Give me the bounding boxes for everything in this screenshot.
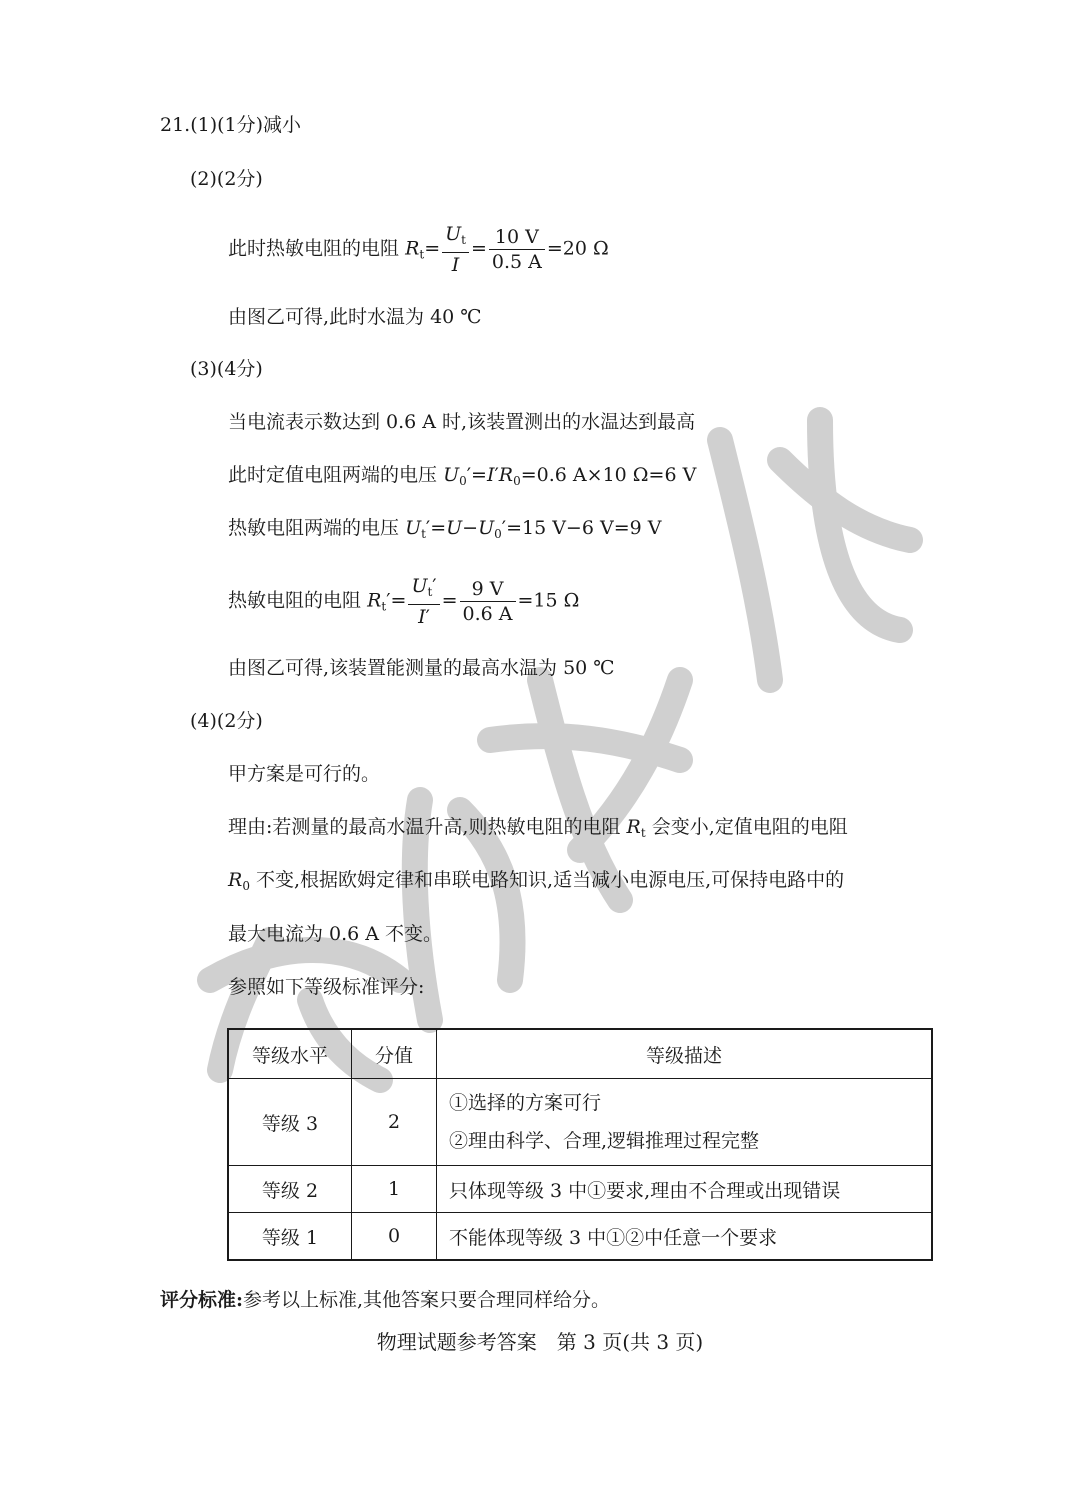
cell-score: 0 [352, 1213, 437, 1261]
formula-rt: 此时热敏电阻的电阻 $R_t=$ $\frac{U_t}{I}$ = $\frac{10 V}{0.5 A}$ =20 Ω [228, 223, 609, 276]
q21-part3-label: (3)(4分) [190, 358, 263, 380]
grading-table [227, 1028, 933, 1261]
part2-conclusion: 由图乙可得,此时水温为 40 ℃ [228, 306, 482, 328]
standard-label: 评分标准: [160, 1289, 244, 1311]
part3-line1: 当电流表示数达到 0.6 A 时,该装置测出的水温达到最高 [228, 411, 696, 433]
formula-prefix: 此时热敏电阻的电阻 [228, 237, 400, 260]
part3-line3: 热敏电阻两端的电压 $U_t'=U-U_0'=15$ V−6 V=9 V [228, 517, 662, 541]
formula-prefix: 热敏电阻的电阻 [228, 589, 362, 612]
reason-text: 不变,根据欧姆定律和串联电路知识,适当减小电源电压,可保持电路中的 [256, 869, 845, 891]
q21-part1 [160, 112, 301, 138]
fraction-num: 9 V [460, 577, 516, 602]
fraction-values-2 [460, 577, 516, 626]
cell-level: 等级 1 [228, 1213, 352, 1261]
desc-line: ②理由科学、合理,逻辑推理过程完整 [449, 1130, 760, 1152]
cell-desc: 只体现等级 3 中①要求,理由不合理或出现错误 [437, 1166, 933, 1213]
cell-score: 2 [352, 1079, 437, 1166]
cell-level: 等级 3 [228, 1079, 352, 1166]
formula-tail: =15 V−6 V=9 V [506, 517, 662, 539]
cell-desc [437, 1079, 933, 1166]
table-header-level: 等级水平 [228, 1029, 352, 1079]
table-row [228, 1213, 932, 1261]
table-row [228, 1166, 932, 1213]
table-header-score: 分值 [352, 1029, 437, 1079]
standard-text: 参考以上标准,其他答案只要合理同样给分。 [243, 1289, 611, 1311]
part3-line4: 热敏电阻的电阻 $R_t'=$ $\frac{U_t'}{I'}$ = $\frac{9 V}{0.6 A}$ =15 Ω [228, 575, 580, 628]
formula-result: =15 Ω [517, 589, 580, 612]
fraction-values-1 [489, 225, 545, 274]
table-header-row [228, 1029, 932, 1079]
part4-reason-line2: $R_0$ 不变,根据欧姆定律和串联电路知识,适当减小电源电压,可保持电路中的 [228, 869, 845, 893]
part3-conclusion: 由图乙可得,该装置能测量的最高水温为 50 ℃ [228, 657, 615, 679]
formula-tail: =0.6 A×10 Ω=6 V [520, 464, 697, 486]
q21-part4-label: (4)(2分) [190, 710, 263, 732]
fraction-den: 0.6 A [462, 603, 513, 625]
fraction-num: 10 V [489, 225, 545, 250]
table-header-desc: 等级描述 [437, 1029, 933, 1079]
cell-level: 等级 2 [228, 1166, 352, 1213]
page-footer: 物理试题参考答案 第 3 页(共 3 页) [376, 1330, 704, 1354]
rubric-intro: 参照如下等级标准评分: [228, 976, 425, 998]
part4-reason-line1: 理由:若测量的最高水温升高,则热敏电阻的电阻 $R_t$ 会变小,定值电阻的电阻 [228, 816, 848, 840]
formula-prefix: 此时定值电阻两端的电压 [228, 464, 438, 486]
grading-standard [160, 1287, 610, 1313]
part4-reason-line3: 最大电流为 0.6 A 不变。 [228, 923, 443, 945]
part-label: (1)(1分) [190, 114, 264, 136]
formula-result: =20 Ω [546, 237, 609, 260]
desc-line: ①选择的方案可行 [449, 1092, 602, 1114]
question-number: 21. [160, 114, 191, 136]
fraction-ut-i: $\frac{U_t}{I}$ [442, 222, 469, 277]
table-row [228, 1079, 932, 1166]
fraction-den: 0.5 A [491, 251, 542, 273]
fraction-ut-i-prime: $\frac{U_t'}{I'}$ [408, 574, 439, 629]
reason-text: 理由:若测量的最高水温升高,则热敏电阻的电阻 [228, 816, 621, 838]
part3-line2: 此时定值电阻两端的电压 $U_0'=I'R_0=0.6$ A×10 Ω=6 V [228, 464, 697, 488]
reason-text: 会变小,定值电阻的电阻 [651, 816, 848, 838]
q21-part2-label: (2)(2分) [190, 168, 263, 190]
cell-score: 1 [352, 1166, 437, 1213]
part4-answer: 甲方案是可行的。 [228, 763, 381, 785]
answer-text: 减小 [263, 114, 302, 136]
cell-desc: 不能体现等级 3 中①②中任意一个要求 [437, 1213, 933, 1261]
formula-prefix: 热敏电阻两端的电压 [228, 517, 400, 539]
